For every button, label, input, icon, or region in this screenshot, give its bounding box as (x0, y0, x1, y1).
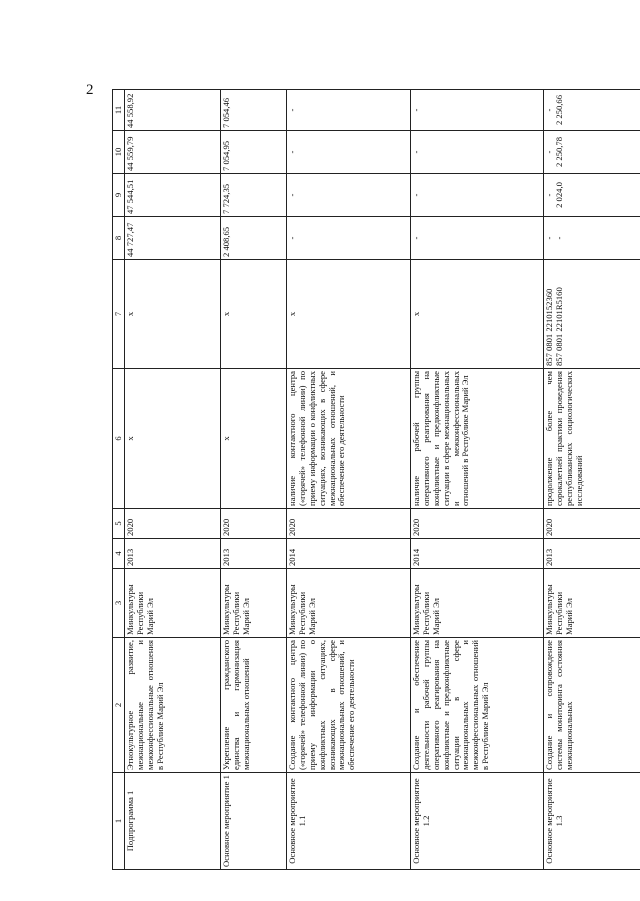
value-col11: - (287, 90, 411, 131)
start-year: 2014 (287, 539, 411, 569)
col-header: 7 (113, 260, 125, 369)
value-line: - (553, 236, 564, 240)
budget-code: х (125, 260, 221, 369)
value-col9: 7 724,35 (221, 174, 287, 217)
value-col10: 44 559,79 (125, 131, 221, 174)
row-description: Создание контактного центра («горячей» телефонной линии) по приему информации о конфликтных ситуациях, возникающих в сфере межнациональных отношений, и обеспечение его деятельности (287, 638, 411, 773)
start-year: 2013 (221, 539, 287, 569)
budget-code (544, 260, 640, 369)
value-col11: 7 054,46 (221, 90, 287, 131)
result: наличие рабочей группы оперативного реагирования на конфликтные и предконфликтные ситуации в сфере межнациональных и межконфессиональных отношений в Республике Марий Эл (411, 369, 544, 509)
value-line: 2 250,66 (553, 94, 564, 126)
value-col9 (544, 174, 640, 217)
col-header: 3 (113, 569, 125, 638)
table-row (287, 90, 411, 870)
col-header: 4 (113, 539, 125, 569)
value-col8: 44 727,47 (125, 217, 221, 260)
rotated-table-container (112, 90, 640, 870)
value-col10: - (411, 131, 544, 174)
col-header: 10 (113, 131, 125, 174)
value-line: - (544, 108, 554, 112)
value-col11: 44 558,92 (125, 90, 221, 131)
result: х (221, 369, 287, 509)
result: продолжение более чем сорокалетней практики проведения республиканских социологических исследований (544, 369, 640, 509)
row-label: Основное мероприятие 1.1 (287, 773, 411, 870)
table-row (544, 90, 640, 870)
end-year: 2020 (411, 509, 544, 539)
responsible: Минкультуры Республики Марий Эл (125, 569, 221, 638)
page-number: 2 (86, 82, 94, 98)
row-label: Основное мероприятие 1 (221, 773, 287, 870)
col-header: 1 (113, 773, 125, 870)
row-label: Основное мероприятие 1.2 (411, 773, 544, 870)
result: наличие контактного центра («горячей» телефонной линии) по приему информации о конфликтных ситуациях, возникающих в сфере межнациональных отношений, и обеспечение его деятельности (287, 369, 411, 509)
col-header: 2 (113, 638, 125, 773)
start-year: 2014 (411, 539, 544, 569)
end-year: 2020 (544, 509, 640, 539)
row-description: Создание и обеспечение деятельности рабочей группы оперативного реагирования на конфликтные и предконфликтные ситуации в сфере межнациональных и межконфессиональных отношений в Республике Марий Эл (411, 638, 544, 773)
responsible: Минкультуры Республики Марий Эл (544, 569, 640, 638)
budget-code: х (221, 260, 287, 369)
responsible: Минкультуры Республики Марий Эл (411, 569, 544, 638)
value-col8 (544, 217, 640, 260)
value-line: 2 250,78 (553, 136, 564, 168)
value-col11 (544, 90, 640, 131)
value-col8: 2 408,65 (221, 217, 287, 260)
value-col10: 7 054,95 (221, 131, 287, 174)
row-label: Основное мероприятие 1.3 (544, 773, 640, 870)
budget-code-line: 857 0801 22101R5160 (553, 287, 564, 366)
row-description: Укрепление гражданского единства и гармонизация межнациональных отношений (221, 638, 287, 773)
budget-code-line: 857 0801 2210152360 (544, 288, 554, 366)
header-row (113, 90, 125, 870)
table-row (125, 90, 221, 870)
value-col9: - (287, 174, 411, 217)
row-description: Этнокультурное развитие, межнациональные и межконфессиональные отношения в Республике Марий Эл (125, 638, 221, 773)
value-col9: 47 544,51 (125, 174, 221, 217)
col-header: 11 (113, 90, 125, 131)
end-year: 2020 (287, 509, 411, 539)
value-col10: - (287, 131, 411, 174)
budget-code: х (411, 260, 544, 369)
value-line: - (544, 150, 554, 154)
col-header: 6 (113, 369, 125, 509)
value-line: 2 024,0 (553, 182, 564, 208)
start-year: 2013 (544, 539, 640, 569)
value-line: - (544, 236, 554, 240)
col-header: 8 (113, 217, 125, 260)
row-label: Подпрограмма 1 (125, 773, 221, 870)
row-description: Создание и сопровождение системы мониторинга состояния межнациональных (544, 638, 640, 773)
value-line: - (544, 193, 554, 197)
value-col8: - (287, 217, 411, 260)
start-year: 2013 (125, 539, 221, 569)
responsible: Минкультуры Республики Марий Эл (221, 569, 287, 638)
end-year: 2020 (125, 509, 221, 539)
col-header: 9 (113, 174, 125, 217)
responsible: Минкультуры Республики Марий Эл (287, 569, 411, 638)
value-col9: - (411, 174, 544, 217)
value-col8: - (411, 217, 544, 260)
program-table (112, 89, 640, 870)
value-col11: - (411, 90, 544, 131)
table-row (221, 90, 287, 870)
value-col10 (544, 131, 640, 174)
table-row (411, 90, 544, 870)
end-year: 2020 (221, 509, 287, 539)
result: х (125, 369, 221, 509)
col-header: 5 (113, 509, 125, 539)
budget-code: х (287, 260, 411, 369)
